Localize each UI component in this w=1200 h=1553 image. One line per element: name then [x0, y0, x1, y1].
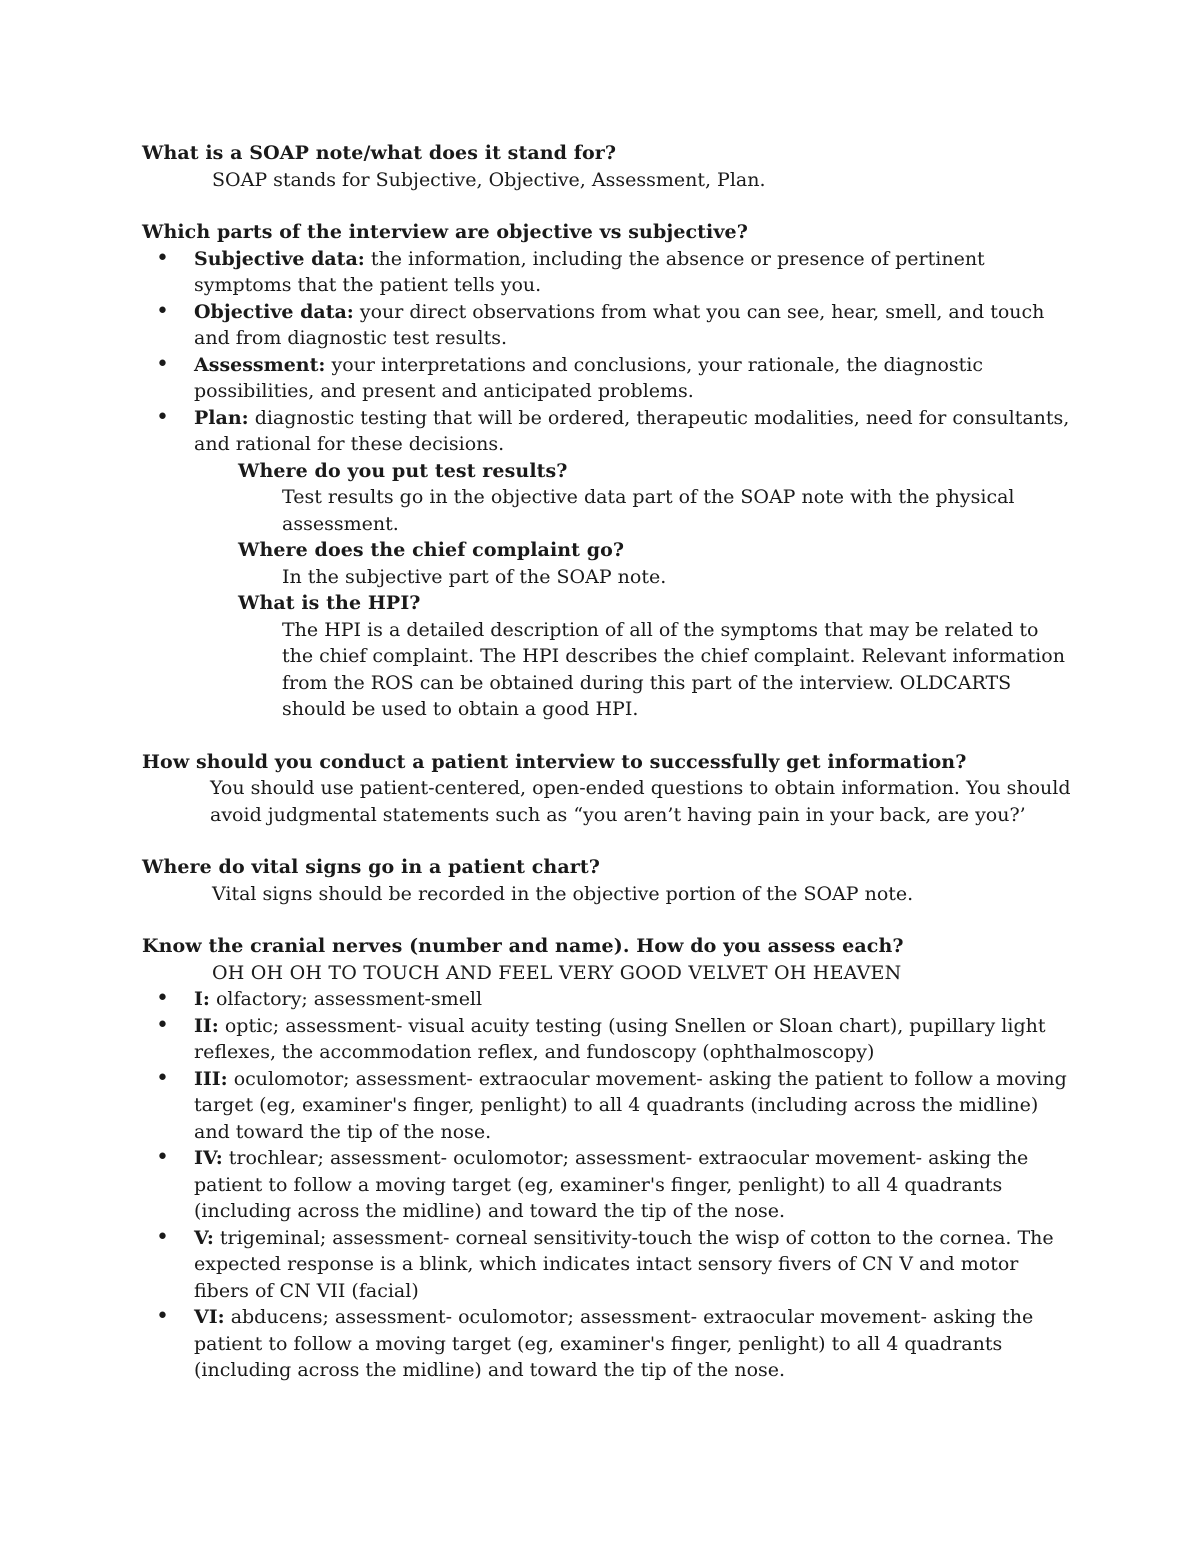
list-item-cn-i: [142, 986, 1072, 1013]
question-patient-interview: How should you conduct a patient interview to successfully get information?: [142, 750, 967, 773]
nerve-description: olfactory; assessment-smell: [209, 988, 483, 1010]
nerve-number: III:: [194, 1067, 228, 1090]
spacer: [142, 907, 1072, 933]
term-description: your direct observations from what you can see, hear, smell, and touch and from diagnostic test results.: [194, 300, 1045, 349]
nerve-number: IV:: [194, 1147, 223, 1169]
term-description: the information, including the absence or presence of pertinent symptoms that the patient tells you.: [194, 247, 985, 296]
subquestions-block: [142, 458, 1072, 723]
list-item-cn-v: [142, 1225, 1072, 1305]
nerve-number: V:: [194, 1226, 214, 1249]
answer-patient-interview: You should use patient-centered, open-ended questions to obtain information. You should avoid judgmental statements such as “you aren’t having pain in your back, are you?’: [210, 777, 1071, 826]
spacer: [142, 828, 1072, 854]
subanswer-chief-complaint: In the subjective part of the SOAP note.: [282, 565, 667, 588]
spacer: [142, 193, 1072, 219]
subanswer-hpi: The HPI is a detailed description of all of the symptoms that may be related to the chief complaint. The HPI describes the chief complaint. Relevant information from the ROS can be obtained during this part of the interview. OLDCARTS should be used to obtain a good HPI.: [282, 618, 1065, 720]
term-description: diagnostic testing that will be ordered, therapeutic modalities, need for consultants, and rational for these decisions.: [194, 406, 1070, 455]
spacer: [142, 723, 1072, 749]
term-label: Assessment:: [194, 353, 326, 376]
subquestion-hpi: What is the HPI?: [238, 592, 421, 614]
nerve-description: trigeminal; assessment- corneal sensitivity-touch the wisp of cotton to the cornea. The expected response is a blink, which indicates intact sensory fivers of CN V and motor fibers of CN VII (facial): [194, 1226, 1054, 1302]
list-item-objective: [142, 299, 1072, 352]
list-item-assessment: [142, 352, 1072, 405]
soap-components-list: [142, 246, 1072, 458]
question-vital-signs: Where do vital signs go in a patient chart?: [142, 856, 600, 878]
answer-soap-definition: SOAP stands for Subjective, Objective, Assessment, Plan.: [212, 168, 766, 191]
subquestion-chief-complaint: Where does the chief complaint go?: [238, 539, 625, 561]
nerve-description: oculomotor; assessment- extraocular movement- asking the patient to follow a moving target (eg, examiner's finger, penlight) to all 4 quadrants (including across the midline) and toward the tip of the nose.: [194, 1067, 1067, 1143]
subquestion-test-results: Where do you put test results?: [238, 459, 568, 482]
cranial-nerves-list: [142, 986, 1072, 1384]
nerve-number: I:: [194, 988, 210, 1010]
nerve-description: abducens; assessment- oculomotor; assessment- extraocular movement- asking the patient to follow a moving target (eg, examiner's finger, penlight) to all 4 quadrants (including across the midline) and toward the tip of the nose.: [194, 1306, 1034, 1381]
nerve-description: optic; assessment- visual acuity testing (using Snellen or Sloan chart), pupillary light reflexes, the accommodation reflex, and fundoscopy (ophthalmoscopy): [194, 1014, 1046, 1063]
answer-vital-signs: Vital signs should be recorded in the objective portion of the SOAP note.: [212, 882, 914, 905]
subanswer-test-results: Test results go in the objective data part of the SOAP note with the physical assessment.: [282, 486, 1015, 535]
list-item-cn-vi: [142, 1304, 1072, 1384]
term-label: Plan:: [194, 406, 249, 429]
nerve-number: VI:: [194, 1306, 225, 1328]
nerve-number: II:: [194, 1014, 219, 1037]
list-item-cn-iv: [142, 1145, 1072, 1225]
list-item-cn-iii: [142, 1066, 1072, 1146]
question-soap-definition: What is a SOAP note/what does it stand for?: [142, 142, 617, 164]
cranial-nerve-mnemonic: OH OH OH TO TOUCH AND FEEL VERY GOOD VELVET OH HEAVEN: [212, 961, 902, 984]
question-objective-vs-subjective: Which parts of the interview are objective vs subjective?: [142, 221, 748, 243]
list-item-plan: [142, 405, 1072, 458]
document-page: [142, 140, 1072, 1384]
list-item-cn-ii: [142, 1013, 1072, 1066]
nerve-description: trochlear; assessment- oculomotor; assessment- extraocular movement- asking the patient to follow a moving target (eg, examiner's finger, penlight) to all 4 quadrants (including across the midline) and toward the tip of the nose.: [194, 1147, 1029, 1222]
term-label: Objective data:: [194, 300, 354, 323]
term-description: your interpretations and conclusions, your rationale, the diagnostic possibilities, and present and anticipated problems.: [194, 353, 983, 402]
list-item-subjective: [142, 246, 1072, 299]
question-cranial-nerves: Know the cranial nerves (number and name). How do you assess each?: [142, 935, 904, 957]
term-label: Subjective data:: [194, 247, 365, 270]
